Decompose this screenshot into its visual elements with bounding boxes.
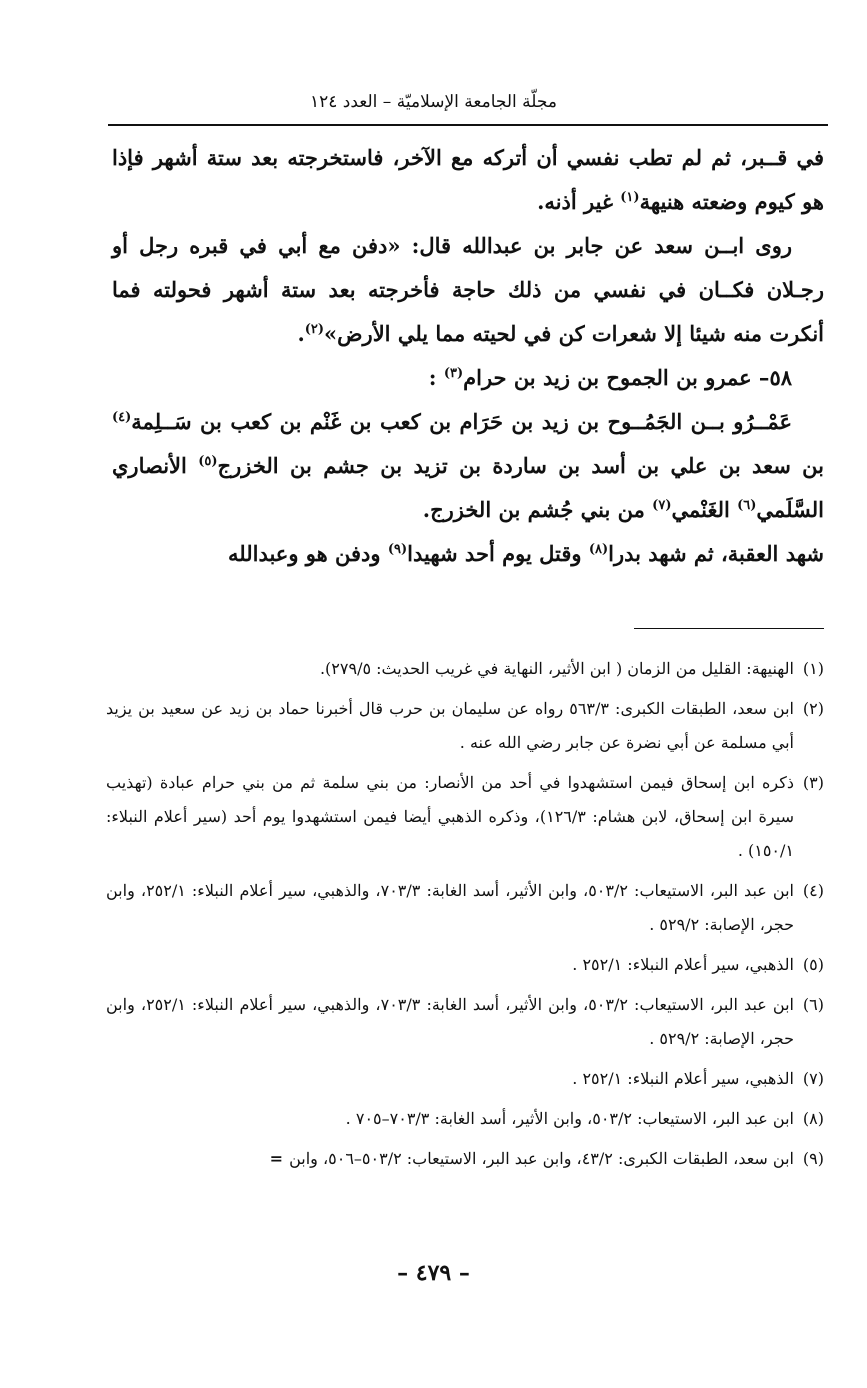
footnote-4 [106, 874, 824, 942]
footnote-number: (٨) [802, 1109, 824, 1128]
footnote-ref-9[interactable]: (٩) [387, 542, 408, 557]
footnote-ref-3[interactable]: (٣) [443, 366, 464, 381]
footnote-7 [106, 1062, 824, 1096]
section-heading-colon: : [428, 365, 444, 390]
footnote-text: ابن عبد البر، الاستيعاب: ٥٠٣/٢، وابن الأثير، أسد الغابة: ٧٠٣/٣، والذهبي، سير أعلام النبلاء: ٢٥٢/١، وابن حجر، الإصابة: ٥٢٩/٢ . [106, 881, 794, 934]
footnote-number: (٢) [802, 699, 825, 718]
footnote-ref-4[interactable]: (٤) [112, 410, 132, 425]
footnote-number: (٦) [802, 995, 824, 1014]
footnote-text: ابن سعد، الطبقات الكبرى: ٥٦٣/٣ رواه عن سليمان بن حرب قال أخبرنا حماد بن زيد عن سعيد بن يزيد أبي مسلمة عن أبي نضرة عن جابر رضي الله عنه . [106, 699, 795, 752]
paragraph-3-text-d: الغَنْمي [671, 497, 738, 522]
footnote-text: ابن سعد، الطبقات الكبرى: ٤٣/٢، وابن عبد البر، الاستيعاب: ٥٠٣/٢–٥٠٦، وابن [289, 1149, 794, 1168]
footnote-ref-8[interactable]: (٨) [588, 542, 609, 557]
paragraph-1 [112, 136, 824, 224]
footnote-number: (٥) [802, 955, 824, 974]
footnote-2 [106, 692, 824, 760]
footnote-ref-6[interactable]: (٦) [737, 498, 757, 513]
paragraph-4 [112, 532, 824, 576]
section-heading-text: ٥٨– عمرو بن الجموح بن زيد بن حرام [463, 365, 792, 390]
footnote-number: (٤) [802, 881, 824, 900]
footnote-3 [106, 766, 824, 868]
header-rule [108, 124, 828, 126]
footnote-1 [106, 652, 824, 686]
paragraph-3-text-c: الأنصاري السَّلَمي [112, 453, 824, 522]
footnote-8 [106, 1102, 824, 1136]
footnote-text: ذكره ابن إسحاق فيمن استشهدوا في أحد من الأنصار: من بني سلمة ثم من بني حرام عبادة (تهذيب سيرة ابن إسحاق، لابن هشام: ١٢٦/٣)، وذكره الذهبي أيضا فيمن استشهدوا يوم أحد (سير أعلام النبلاء: ١٥٠/١) . [106, 773, 794, 860]
footnote-9 [106, 1142, 824, 1176]
paragraph-3-text-a: عَمْــرُو بــن الجَمُــوح بن زيد بن حَرَام بن كعب بن غَنْم بن كعب بن سَــلِمة [131, 409, 792, 434]
footnote-6 [106, 988, 824, 1056]
paragraph-2-text-b: . [297, 321, 305, 346]
paragraph-3 [112, 400, 824, 532]
paragraph-3-text-b: بن سعد بن علي بن أسد بن ساردة بن تزيد بن جشم بن الخزرج [217, 453, 824, 478]
continuation-mark: = [269, 1149, 284, 1168]
footnote-text: ابن عبد البر، الاستيعاب: ٥٠٣/٢، وابن الأثير، أسد الغابة: ٧٠٣/٣–٧٠٥ . [345, 1109, 794, 1128]
paragraph-4-text-a: شهد العقبة، ثم شهد بدرا [608, 541, 824, 566]
footnote-5 [106, 948, 824, 982]
running-header: مجلّة الجامعة الإسلاميّة – العدد ١٢٤ [310, 92, 557, 112]
footnote-number: (٩) [802, 1149, 824, 1168]
footnote-text: الذهبي، سير أعلام النبلاء: ٢٥٢/١ . [572, 1069, 794, 1088]
page-number: – ٤٧٩ – [397, 1260, 470, 1286]
footnote-ref-5[interactable]: (٥) [198, 454, 218, 469]
section-heading [112, 356, 824, 400]
paragraph-4-text-c: ودفن هو وعبدالله [228, 541, 388, 566]
paragraph-1-text-b: غير أذنه. [537, 189, 621, 214]
footnote-separator [634, 628, 824, 629]
footnote-ref-2[interactable]: (٢) [304, 322, 325, 337]
footnote-ref-7[interactable]: (٧) [652, 498, 672, 513]
paragraph-4-text-b: وقتل يوم أحد شهيدا [407, 541, 589, 566]
footnote-number: (٧) [802, 1069, 824, 1088]
footnote-number: (٣) [802, 773, 824, 792]
footnote-text: الهنيهة: القليل من الزمان ( ابن الأثير، النهاية في غريب الحديث: ٢٧٩/٥). [319, 659, 794, 678]
footnote-number: (١) [802, 659, 824, 678]
footnote-ref-1[interactable]: (١) [620, 190, 640, 205]
body-text [112, 136, 824, 576]
footnote-text: الذهبي، سير أعلام النبلاء: ٢٥٢/١ . [572, 955, 794, 974]
footnote-text: ابن عبد البر، الاستيعاب: ٥٠٣/٢، وابن الأثير، أسد الغابة: ٧٠٣/٣، والذهبي، سير أعلام النبلاء: ٢٥٢/١، وابن حجر، الإصابة: ٥٢٩/٢ . [106, 995, 794, 1048]
paragraph-2-text-a: روى ابــن سعد عن جابر بن عبدالله قال: «دفن مع أبي في قبره رجل أو رجـلان فكــان في نفسي من ذلك حاجة فأخرجته بعد ستة أشهر فحولته فما أنكرت منه شيئا إلا شعرات كن في لحيته مما يلي الأرض» [112, 233, 824, 346]
paragraph-2 [112, 224, 824, 356]
paragraph-1-text-a: في قــبر، ثم لم تطب نفسي أن أتركه مع الآخر، فاستخرجته بعد ستة أشهر فإذا هو كيوم وضعته هنيهة [112, 145, 824, 214]
paragraph-3-text-e: من بني جُشم بن الخزرج. [422, 497, 653, 522]
footnotes [106, 652, 824, 1182]
